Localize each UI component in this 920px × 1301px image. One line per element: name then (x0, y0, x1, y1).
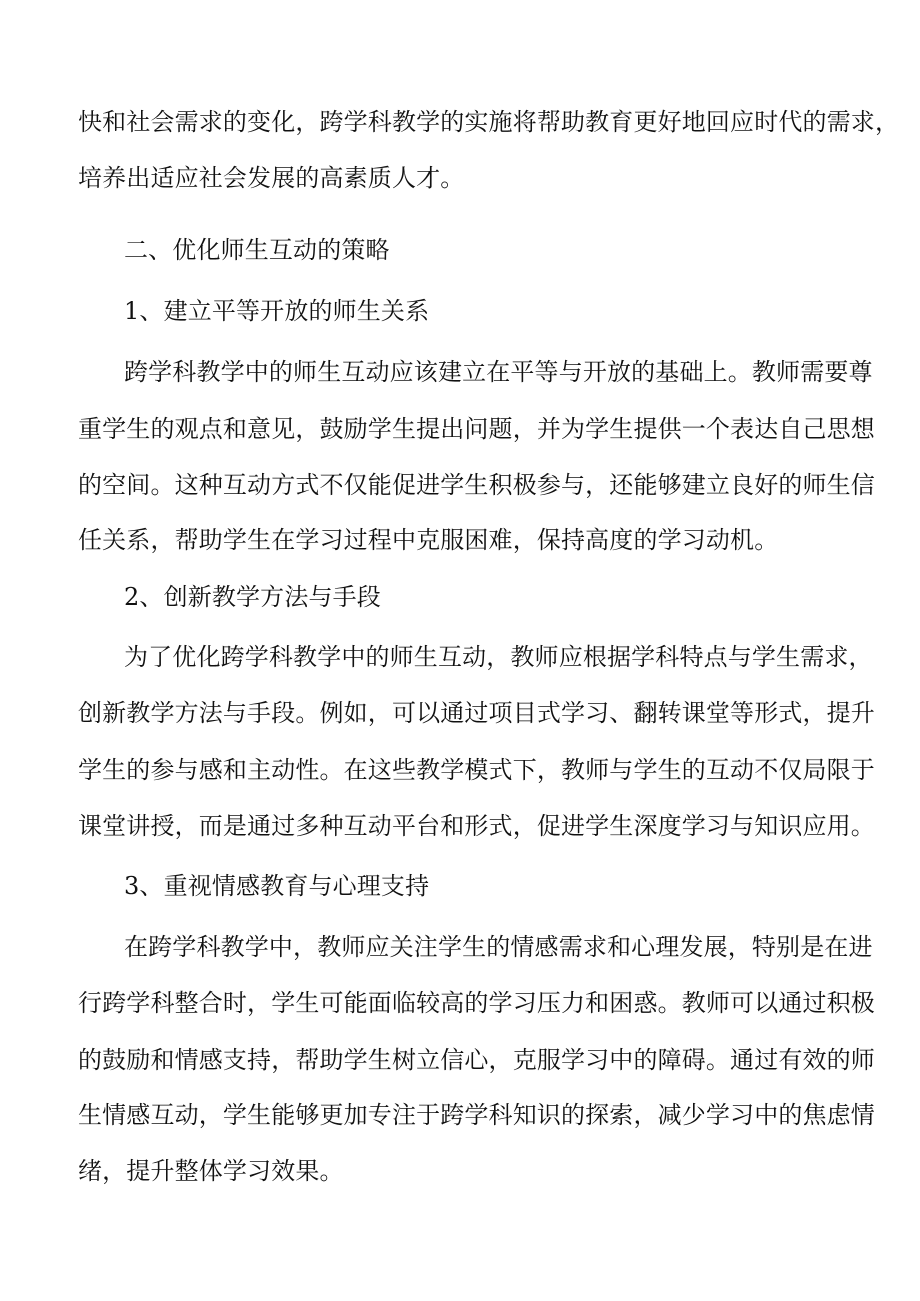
paragraph-line: 跨学科教学中的师生互动应该建立在平等与开放的基础上。教师需要尊 (124, 358, 873, 386)
intro-paragraph-line: 培养出适应社会发展的高素质人才。 (78, 164, 465, 192)
paragraph-line: 的空间。这种互动方式不仅能促进学生积极参与，还能够建立良好的师生信 (78, 471, 875, 499)
paragraph-line: 学生的参与感和主动性。在这些教学模式下，教师与学生的互动不仅局限于 (78, 756, 875, 784)
subsection-heading-3: 3、重视情感教育与心理支持 (124, 872, 430, 900)
intro-paragraph-line: 快和社会需求的变化，跨学科教学的实施将帮助教育更好地回应时代的需求， (78, 108, 900, 136)
paragraph-line: 绪，提升整体学习效果。 (78, 1157, 344, 1185)
paragraph-line: 行跨学科整合时，学生可能面临较高的学习压力和困惑。教师可以通过积极 (78, 989, 875, 1017)
section-heading: 二、优化师生互动的策略 (124, 236, 390, 264)
paragraph-line: 生情感互动，学生能够更加专注于跨学科知识的探索，减少学习中的焦虑情 (78, 1101, 875, 1129)
paragraph-line: 任关系，帮助学生在学习过程中克服困难，保持高度的学习动机。 (78, 526, 779, 554)
subsection-heading-2: 2、创新教学方法与手段 (124, 583, 381, 611)
paragraph-line: 课堂讲授，而是通过多种互动平台和形式，促进学生深度学习与知识应用。 (78, 812, 875, 840)
subsection-heading-1: 1、建立平等开放的师生关系 (124, 297, 430, 325)
paragraph-line: 重学生的观点和意见，鼓励学生提出问题，并为学生提供一个表达自己思想 (78, 415, 875, 443)
paragraph-line: 的鼓励和情感支持，帮助学生树立信心，克服学习中的障碍。通过有效的师 (78, 1046, 875, 1074)
paragraph-line: 在跨学科教学中，教师应关注学生的情感需求和心理发展，特别是在进 (124, 933, 873, 961)
paragraph-line: 为了优化跨学科教学中的师生互动，教师应根据学科特点与学生需求， (124, 643, 873, 671)
paragraph-line: 创新教学方法与手段。例如，可以通过项目式学习、翻转课堂等形式，提升 (78, 699, 875, 727)
